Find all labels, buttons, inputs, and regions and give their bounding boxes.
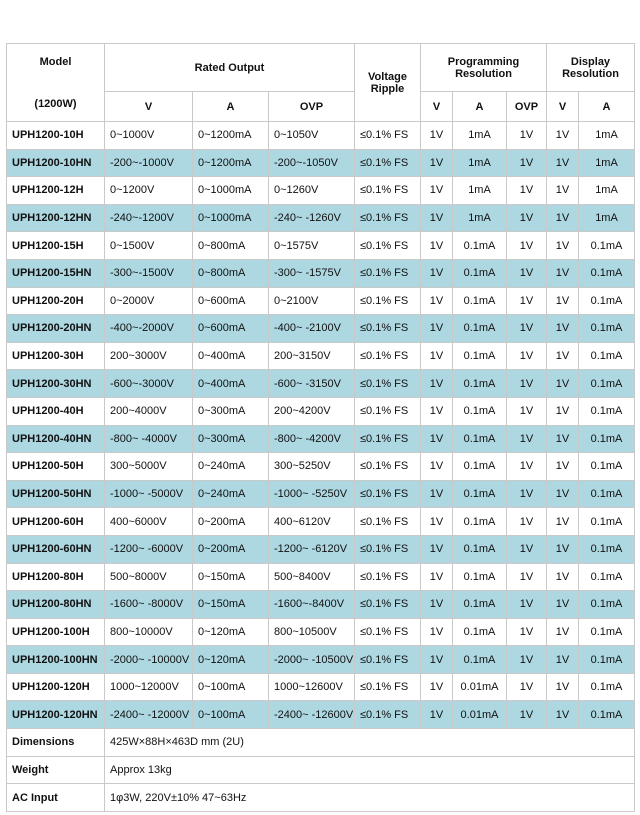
disp-a-cell: 0.1mA [579,259,635,287]
prog-ovp-cell: 1V [507,315,547,343]
rated-ovp-header: OVP [269,92,355,122]
rated-v-cell: -2400~ -12000V [105,701,193,729]
model-header-sub: (1200W) [34,97,77,110]
rated-v-cell: 0~1200V [105,177,193,205]
disp-a-cell: 0.1mA [579,618,635,646]
rated-v-cell: -1200~ -6000V [105,535,193,563]
prog-ovp-cell: 1V [507,149,547,177]
rated-v-cell: -400~-2000V [105,315,193,343]
spec-table-container [6,43,635,812]
prog-v-cell: 1V [421,370,453,398]
prog-v-cell: 1V [421,591,453,619]
table-row [7,287,635,315]
prog-ovp-cell: 1V [507,397,547,425]
rated-ovp-cell: -1600~-8400V [269,591,355,619]
rated-ovp-cell: -200~-1050V [269,149,355,177]
prog-ovp-cell: 1V [507,453,547,481]
prog-ovp-header: OVP [507,92,547,122]
disp-v-cell: 1V [547,287,579,315]
ripple-cell: ≤0.1% FS [355,287,421,315]
model-cell: UPH1200-10H [7,122,105,150]
prog-a-cell: 0.1mA [453,259,507,287]
table-row [7,342,635,370]
disp-a-header: A [579,92,635,122]
disp-a-cell: 0.1mA [579,563,635,591]
table-row [7,673,635,701]
prog-ovp-cell: 1V [507,232,547,260]
rated-v-cell: 0~1000V [105,122,193,150]
rated-ovp-cell: -600~ -3150V [269,370,355,398]
footer-label: Dimensions [7,729,105,757]
disp-v-cell: 1V [547,122,579,150]
table-row [7,315,635,343]
disp-v-cell: 1V [547,535,579,563]
model-cell: UPH1200-120HN [7,701,105,729]
table-row [7,563,635,591]
programming-resolution-header: Programming Resolution [421,44,547,92]
model-cell: UPH1200-30HN [7,370,105,398]
rated-v-header: V [105,92,193,122]
footer-value: 1φ3W, 220V±10% 47~63Hz [105,784,635,812]
disp-v-header: V [547,92,579,122]
rated-a-cell: 0~200mA [193,535,269,563]
prog-v-cell: 1V [421,701,453,729]
prog-a-cell: 0.1mA [453,563,507,591]
disp-v-cell: 1V [547,618,579,646]
disp-v-cell: 1V [547,232,579,260]
prog-v-cell: 1V [421,342,453,370]
ripple-cell: ≤0.1% FS [355,149,421,177]
disp-a-cell: 0.1mA [579,315,635,343]
model-cell: UPH1200-50H [7,453,105,481]
prog-ovp-cell: 1V [507,535,547,563]
disp-a-cell: 0.1mA [579,480,635,508]
prog-v-cell: 1V [421,453,453,481]
table-header [7,44,635,122]
ripple-cell: ≤0.1% FS [355,342,421,370]
ripple-cell: ≤0.1% FS [355,701,421,729]
model-cell: UPH1200-120H [7,673,105,701]
table-row [7,232,635,260]
prog-v-cell: 1V [421,673,453,701]
rated-v-cell: 200~4000V [105,397,193,425]
rated-v-cell: -800~ -4000V [105,425,193,453]
ripple-cell: ≤0.1% FS [355,646,421,674]
model-cell: UPH1200-15H [7,232,105,260]
rated-ovp-cell: 1000~12600V [269,673,355,701]
ripple-cell: ≤0.1% FS [355,563,421,591]
rated-a-cell: 0~200mA [193,508,269,536]
rated-ovp-cell: -300~ -1575V [269,259,355,287]
rated-a-cell: 0~400mA [193,370,269,398]
prog-v-cell: 1V [421,480,453,508]
model-cell: UPH1200-50HN [7,480,105,508]
model-cell: UPH1200-60HN [7,535,105,563]
table-row [7,149,635,177]
prog-v-cell: 1V [421,563,453,591]
rated-v-cell: -1600~ -8000V [105,591,193,619]
rated-a-cell: 0~100mA [193,673,269,701]
rated-ovp-cell: 200~4200V [269,397,355,425]
table-row [7,177,635,205]
ripple-cell: ≤0.1% FS [355,177,421,205]
ripple-cell: ≤0.1% FS [355,122,421,150]
disp-a-cell: 0.1mA [579,425,635,453]
disp-v-cell: 1V [547,453,579,481]
prog-a-cell: 0.01mA [453,673,507,701]
rated-v-cell: -240~-1200V [105,204,193,232]
model-cell: UPH1200-12H [7,177,105,205]
rated-a-cell: 0~600mA [193,315,269,343]
disp-v-cell: 1V [547,646,579,674]
disp-v-cell: 1V [547,149,579,177]
disp-a-cell: 1mA [579,149,635,177]
disp-v-cell: 1V [547,425,579,453]
disp-v-cell: 1V [547,370,579,398]
model-cell: UPH1200-80H [7,563,105,591]
table-row [7,122,635,150]
rated-ovp-cell: -240~ -1260V [269,204,355,232]
rated-ovp-cell: 800~10500V [269,618,355,646]
disp-v-cell: 1V [547,701,579,729]
disp-v-cell: 1V [547,480,579,508]
ripple-cell: ≤0.1% FS [355,508,421,536]
spec-table [6,43,635,812]
prog-v-cell: 1V [421,287,453,315]
rated-v-cell: 200~3000V [105,342,193,370]
prog-a-header: A [453,92,507,122]
prog-v-cell: 1V [421,397,453,425]
prog-v-cell: 1V [421,425,453,453]
prog-ovp-cell: 1V [507,480,547,508]
rated-a-cell: 0~1200mA [193,122,269,150]
rated-a-cell: 0~100mA [193,701,269,729]
table-row [7,453,635,481]
rated-ovp-cell: -800~ -4200V [269,425,355,453]
disp-a-cell: 0.1mA [579,397,635,425]
rated-a-cell: 0~1000mA [193,177,269,205]
model-cell: UPH1200-100HN [7,646,105,674]
prog-a-cell: 0.01mA [453,701,507,729]
table-row [7,508,635,536]
disp-a-cell: 0.1mA [579,370,635,398]
model-cell: UPH1200-12HN [7,204,105,232]
prog-v-cell: 1V [421,122,453,150]
prog-a-cell: 0.1mA [453,508,507,536]
rated-v-cell: 800~10000V [105,618,193,646]
disp-a-cell: 0.1mA [579,232,635,260]
disp-a-cell: 1mA [579,204,635,232]
disp-a-cell: 0.1mA [579,591,635,619]
disp-v-cell: 1V [547,673,579,701]
ripple-cell: ≤0.1% FS [355,618,421,646]
model-cell: UPH1200-30H [7,342,105,370]
prog-ovp-cell: 1V [507,425,547,453]
rated-ovp-cell: -1200~ -6120V [269,535,355,563]
rated-ovp-cell: 500~8400V [269,563,355,591]
ripple-cell: ≤0.1% FS [355,425,421,453]
disp-a-cell: 0.1mA [579,646,635,674]
prog-a-cell: 0.1mA [453,646,507,674]
prog-a-cell: 0.1mA [453,287,507,315]
rated-v-cell: -200~-1000V [105,149,193,177]
disp-a-cell: 0.1mA [579,535,635,563]
prog-a-cell: 0.1mA [453,315,507,343]
prog-ovp-cell: 1V [507,370,547,398]
prog-v-cell: 1V [421,232,453,260]
prog-a-cell: 0.1mA [453,370,507,398]
rated-a-header: A [193,92,269,122]
prog-v-cell: 1V [421,204,453,232]
prog-a-cell: 1mA [453,149,507,177]
model-cell: UPH1200-10HN [7,149,105,177]
model-header [7,44,105,122]
prog-a-cell: 0.1mA [453,535,507,563]
disp-a-cell: 0.1mA [579,342,635,370]
table-body [7,122,635,729]
disp-v-cell: 1V [547,508,579,536]
ripple-cell: ≤0.1% FS [355,370,421,398]
rated-v-cell: 0~2000V [105,287,193,315]
model-cell: UPH1200-20HN [7,315,105,343]
ripple-cell: ≤0.1% FS [355,480,421,508]
table-row [7,204,635,232]
display-resolution-header: Display Resolution [547,44,635,92]
disp-v-cell: 1V [547,204,579,232]
model-cell: UPH1200-60H [7,508,105,536]
disp-a-cell: 0.1mA [579,287,635,315]
rated-ovp-cell: 300~5250V [269,453,355,481]
rated-a-cell: 0~300mA [193,397,269,425]
model-cell: UPH1200-40H [7,397,105,425]
prog-v-cell: 1V [421,149,453,177]
rated-a-cell: 0~800mA [193,232,269,260]
rated-a-cell: 0~150mA [193,563,269,591]
prog-v-cell: 1V [421,177,453,205]
prog-ovp-cell: 1V [507,177,547,205]
footer-value: Approx 13kg [105,756,635,784]
prog-ovp-cell: 1V [507,259,547,287]
disp-a-cell: 0.1mA [579,701,635,729]
table-row [7,591,635,619]
rated-a-cell: 0~240mA [193,480,269,508]
prog-v-cell: 1V [421,646,453,674]
disp-v-cell: 1V [547,177,579,205]
prog-ovp-cell: 1V [507,122,547,150]
rated-ovp-cell: -2400~ -12600V [269,701,355,729]
rated-a-cell: 0~1200mA [193,149,269,177]
rated-v-cell: -1000~ -5000V [105,480,193,508]
prog-v-cell: 1V [421,618,453,646]
rated-a-cell: 0~240mA [193,453,269,481]
rated-ovp-cell: 400~6120V [269,508,355,536]
prog-a-cell: 0.1mA [453,425,507,453]
prog-ovp-cell: 1V [507,204,547,232]
table-row [7,397,635,425]
prog-ovp-cell: 1V [507,508,547,536]
prog-v-cell: 1V [421,535,453,563]
voltage-ripple-header: Voltage Ripple [355,44,421,122]
table-row [7,535,635,563]
rated-ovp-cell: 0~1575V [269,232,355,260]
prog-a-cell: 0.1mA [453,618,507,646]
rated-ovp-cell: 200~3150V [269,342,355,370]
table-row [7,618,635,646]
rated-a-cell: 0~1000mA [193,204,269,232]
rated-v-cell: 400~6000V [105,508,193,536]
prog-ovp-cell: 1V [507,646,547,674]
ripple-cell: ≤0.1% FS [355,673,421,701]
ripple-cell: ≤0.1% FS [355,453,421,481]
model-cell: UPH1200-40HN [7,425,105,453]
disp-v-cell: 1V [547,315,579,343]
disp-v-cell: 1V [547,259,579,287]
footer-row [7,729,635,757]
ripple-cell: ≤0.1% FS [355,204,421,232]
rated-v-cell: 0~1500V [105,232,193,260]
disp-v-cell: 1V [547,563,579,591]
table-row [7,480,635,508]
footer-label: Weight [7,756,105,784]
model-cell: UPH1200-15HN [7,259,105,287]
rated-v-cell: 300~5000V [105,453,193,481]
disp-a-cell: 1mA [579,177,635,205]
disp-v-cell: 1V [547,591,579,619]
prog-a-cell: 0.1mA [453,342,507,370]
prog-a-cell: 1mA [453,204,507,232]
rated-v-cell: 1000~12000V [105,673,193,701]
rated-output-header: Rated Output [105,44,355,92]
ripple-cell: ≤0.1% FS [355,535,421,563]
disp-a-cell: 1mA [579,122,635,150]
footer-row [7,756,635,784]
prog-a-cell: 0.1mA [453,453,507,481]
rated-a-cell: 0~800mA [193,259,269,287]
table-row [7,701,635,729]
footer-row [7,784,635,812]
table-footer [7,729,635,812]
rated-v-cell: -2000~ -10000V [105,646,193,674]
table-row [7,646,635,674]
ripple-cell: ≤0.1% FS [355,259,421,287]
table-row [7,425,635,453]
rated-ovp-cell: 0~1260V [269,177,355,205]
model-cell: UPH1200-20H [7,287,105,315]
rated-a-cell: 0~400mA [193,342,269,370]
rated-a-cell: 0~300mA [193,425,269,453]
ripple-cell: ≤0.1% FS [355,397,421,425]
prog-ovp-cell: 1V [507,342,547,370]
prog-ovp-cell: 1V [507,673,547,701]
rated-ovp-cell: -400~ -2100V [269,315,355,343]
rated-v-cell: 500~8000V [105,563,193,591]
prog-a-cell: 0.1mA [453,591,507,619]
footer-value: 425W×88H×463D mm (2U) [105,729,635,757]
rated-ovp-cell: 0~2100V [269,287,355,315]
disp-v-cell: 1V [547,397,579,425]
prog-v-cell: 1V [421,259,453,287]
ripple-cell: ≤0.1% FS [355,232,421,260]
model-cell: UPH1200-100H [7,618,105,646]
prog-a-cell: 1mA [453,177,507,205]
rated-v-cell: -300~-1500V [105,259,193,287]
ripple-cell: ≤0.1% FS [355,591,421,619]
rated-v-cell: -600~-3000V [105,370,193,398]
rated-a-cell: 0~120mA [193,618,269,646]
disp-a-cell: 0.1mA [579,673,635,701]
prog-a-cell: 0.1mA [453,397,507,425]
footer-label: AC Input [7,784,105,812]
prog-v-cell: 1V [421,508,453,536]
rated-ovp-cell: -1000~ -5250V [269,480,355,508]
rated-ovp-cell: 0~1050V [269,122,355,150]
rated-a-cell: 0~150mA [193,591,269,619]
prog-a-cell: 1mA [453,122,507,150]
rated-ovp-cell: -2000~ -10500V [269,646,355,674]
disp-v-cell: 1V [547,342,579,370]
prog-a-cell: 0.1mA [453,232,507,260]
prog-ovp-cell: 1V [507,563,547,591]
prog-a-cell: 0.1mA [453,480,507,508]
ripple-cell: ≤0.1% FS [355,315,421,343]
prog-ovp-cell: 1V [507,591,547,619]
table-row [7,370,635,398]
prog-ovp-cell: 1V [507,287,547,315]
prog-ovp-cell: 1V [507,701,547,729]
prog-v-header: V [421,92,453,122]
prog-ovp-cell: 1V [507,618,547,646]
model-header-label: Model [39,55,72,68]
model-cell: UPH1200-80HN [7,591,105,619]
disp-a-cell: 0.1mA [579,508,635,536]
rated-a-cell: 0~600mA [193,287,269,315]
prog-v-cell: 1V [421,315,453,343]
table-row [7,259,635,287]
rated-a-cell: 0~120mA [193,646,269,674]
disp-a-cell: 0.1mA [579,453,635,481]
